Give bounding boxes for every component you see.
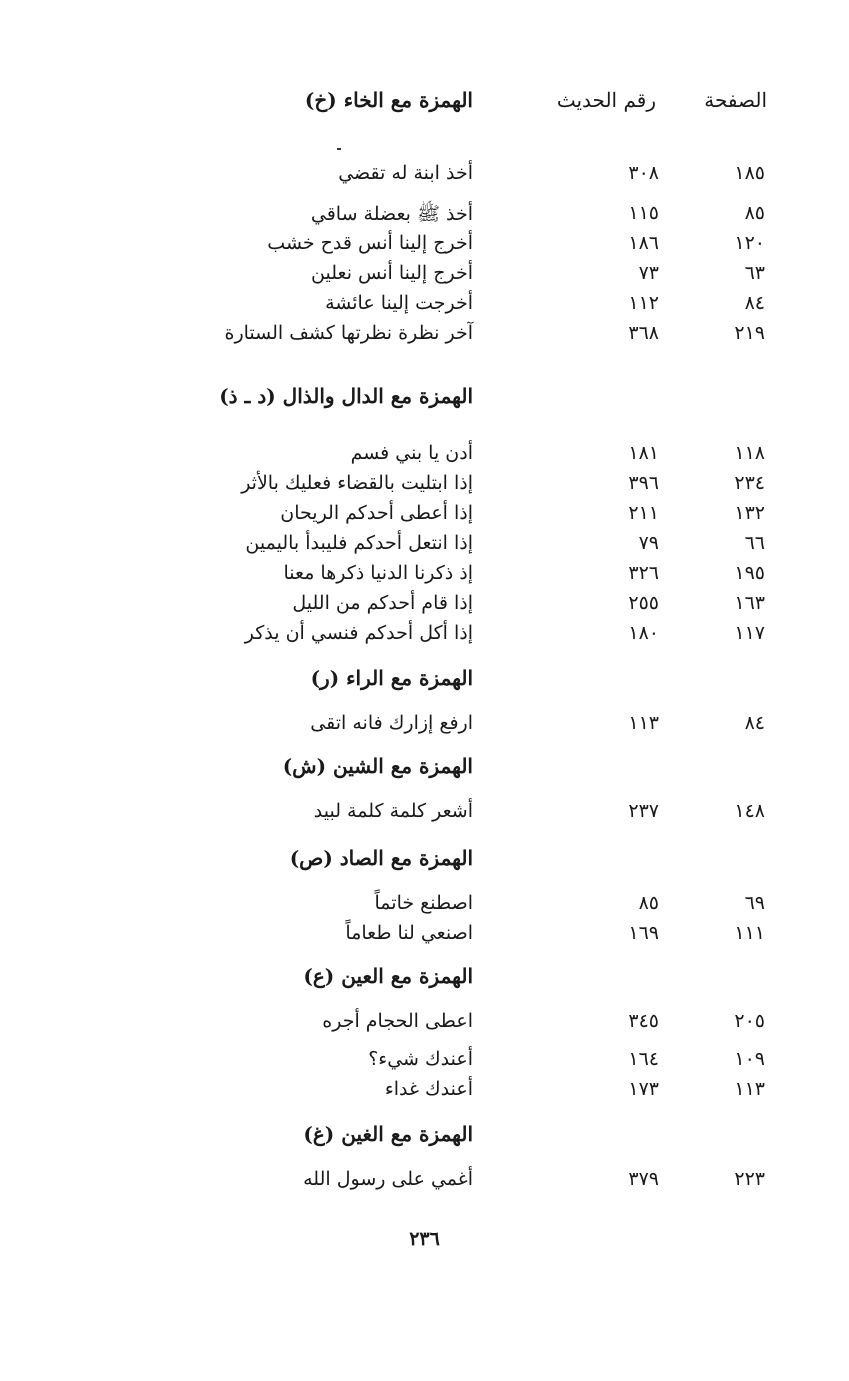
index-row [0, 592, 849, 620]
hadith-number: ٨٥ [638, 892, 659, 914]
hadith-number: ٧٣ [638, 262, 659, 284]
hadith-text: إذا أعطى أحدكم الريحان [280, 502, 473, 524]
hadith-number: ٧٩ [638, 532, 659, 554]
page-number: ١٨٥ [734, 162, 765, 184]
hadith-text: إذا انتعل أحدكم فليبدأ باليمين [245, 532, 473, 554]
page-number: ٦٦ [744, 532, 765, 554]
page-number: ١١١ [734, 922, 765, 944]
page-number: ١٦٣ [734, 592, 765, 614]
page-number: ١٣٢ [734, 502, 765, 524]
print-speck [337, 148, 341, 150]
hadith-text: أدن يا بني فسم [350, 442, 473, 464]
section-title: الهمزة مع الشين (ش) [282, 754, 473, 778]
index-row [0, 562, 849, 590]
hadith-text: اعطى الحجام أجره [322, 1010, 473, 1032]
index-row [0, 262, 849, 290]
hadith-number: ١٦٤ [628, 1048, 659, 1070]
hadith-number: ١٨٦ [628, 232, 659, 254]
hadith-number: ١٦٩ [628, 922, 659, 944]
page-number: ١٢٠ [734, 232, 765, 254]
page-number: ٢٣٤ [734, 472, 765, 494]
page-column-header: الصفحة [704, 88, 767, 112]
hadith-text: أخرج إلينا أنس قدح خشب [267, 232, 473, 254]
section-title: الهمزة مع الراء (ر) [310, 666, 473, 690]
hadith-number: ٣٦٨ [628, 322, 659, 344]
index-row [0, 442, 849, 470]
index-row [0, 502, 849, 530]
page-number: ١١٧ [734, 622, 765, 644]
hadith-text: أخرجت إلينا عائشة [325, 292, 473, 314]
hadith-number: ٣٢٦ [628, 562, 659, 584]
index-row [0, 292, 849, 320]
hadith-text: إذ ذكرنا الدنيا ذكرها معنا [283, 562, 473, 584]
hadith-number: ٣٩٦ [628, 472, 659, 494]
hadith-text: اصنعي لنا طعاماً [345, 922, 473, 944]
index-row [0, 1010, 849, 1038]
index-row [0, 532, 849, 560]
index-row [0, 322, 849, 350]
hadith-number: ١٧٣ [628, 1078, 659, 1100]
section-title: الهمزة مع الخاء (خ) [304, 88, 473, 112]
page-number: ١١٨ [734, 442, 765, 464]
section-title: الهمزة مع الصاد (ص) [289, 846, 473, 870]
hadith-text: إذا أكل أحدكم فنسي أن يذكر [244, 622, 473, 644]
hadith-text: أعندك غداء [384, 1078, 473, 1100]
hadith-text: آخر نظرة نظرتها كشف الستارة [224, 322, 473, 344]
hadith-number: ١٨٠ [628, 622, 659, 644]
hadith-text: أخذ ﷺ بعضلة ساقي [310, 203, 473, 225]
hadith-number: ٣٤٥ [628, 1010, 659, 1032]
page-number: ٢١٩ [734, 322, 765, 344]
page-number: ٨٤ [744, 292, 765, 314]
page-footer-number: ٢٣٦ [409, 1228, 440, 1250]
section-title: الهمزة مع العين (ع) [303, 964, 473, 988]
index-row [0, 622, 849, 650]
page-number: ٢٢٣ [734, 1168, 765, 1190]
section-title: الهمزة مع الغين (غ) [303, 1122, 473, 1146]
page-number: ١٩٥ [734, 562, 765, 584]
hadith-text: أشعر كلمة كلمة لبيد [313, 800, 473, 822]
index-row [0, 892, 849, 920]
hadith-number: ٢١١ [628, 502, 659, 524]
index-row [0, 202, 849, 230]
index-row [0, 162, 849, 190]
hadith-text: إذا قام أحدكم من الليل [292, 592, 473, 614]
hadith-number: ٣٠٨ [628, 162, 659, 184]
hadith-text: اصطنع خاتماً [374, 892, 473, 914]
page-number: ١١٣ [734, 1078, 765, 1100]
page-number: ١٤٨ [734, 800, 765, 822]
hadith-number: ١١٢ [628, 292, 659, 314]
hadith-text: أغمي على رسول الله [303, 1168, 473, 1190]
hadith-text: أخرج إلينا أنس نعلين [311, 262, 473, 284]
page-number: ٢٠٥ [734, 1010, 765, 1032]
index-row [0, 922, 849, 950]
hadith-number: ١١٥ [628, 202, 659, 224]
index-row [0, 472, 849, 500]
index-row [0, 1078, 849, 1106]
index-row [0, 712, 849, 740]
hadith-number: ١٨١ [628, 442, 659, 464]
hadith-text: أعندك شيء؟ [368, 1048, 473, 1070]
hadith-text: أخذ ابنة له تقضي [338, 162, 473, 184]
page-number: ٦٩ [744, 892, 765, 914]
index-row [0, 1048, 849, 1076]
page-number: ١٠٩ [734, 1048, 765, 1070]
index-row [0, 232, 849, 260]
page-number: ٨٤ [744, 712, 765, 734]
page-number: ٨٥ [744, 202, 765, 224]
page-number: ٦٣ [744, 262, 765, 284]
hadith-text: إذا ابتليت بالقضاء فعليك بالأثر [241, 472, 473, 494]
index-row [0, 1168, 849, 1196]
section-title: الهمزة مع الدال والذال (د ـ ذ) [219, 384, 473, 408]
hadith-number: ١١٣ [628, 712, 659, 734]
index-row [0, 800, 849, 828]
hadith-number: ٢٥٥ [628, 592, 659, 614]
hadith-text: ارفع إزارك فانه اتقى [310, 712, 473, 734]
hadith-number: ٢٣٧ [628, 800, 659, 822]
hadith-number: ٣٧٩ [628, 1168, 659, 1190]
hadith-number-column-header: رقم الحديث [556, 88, 656, 112]
